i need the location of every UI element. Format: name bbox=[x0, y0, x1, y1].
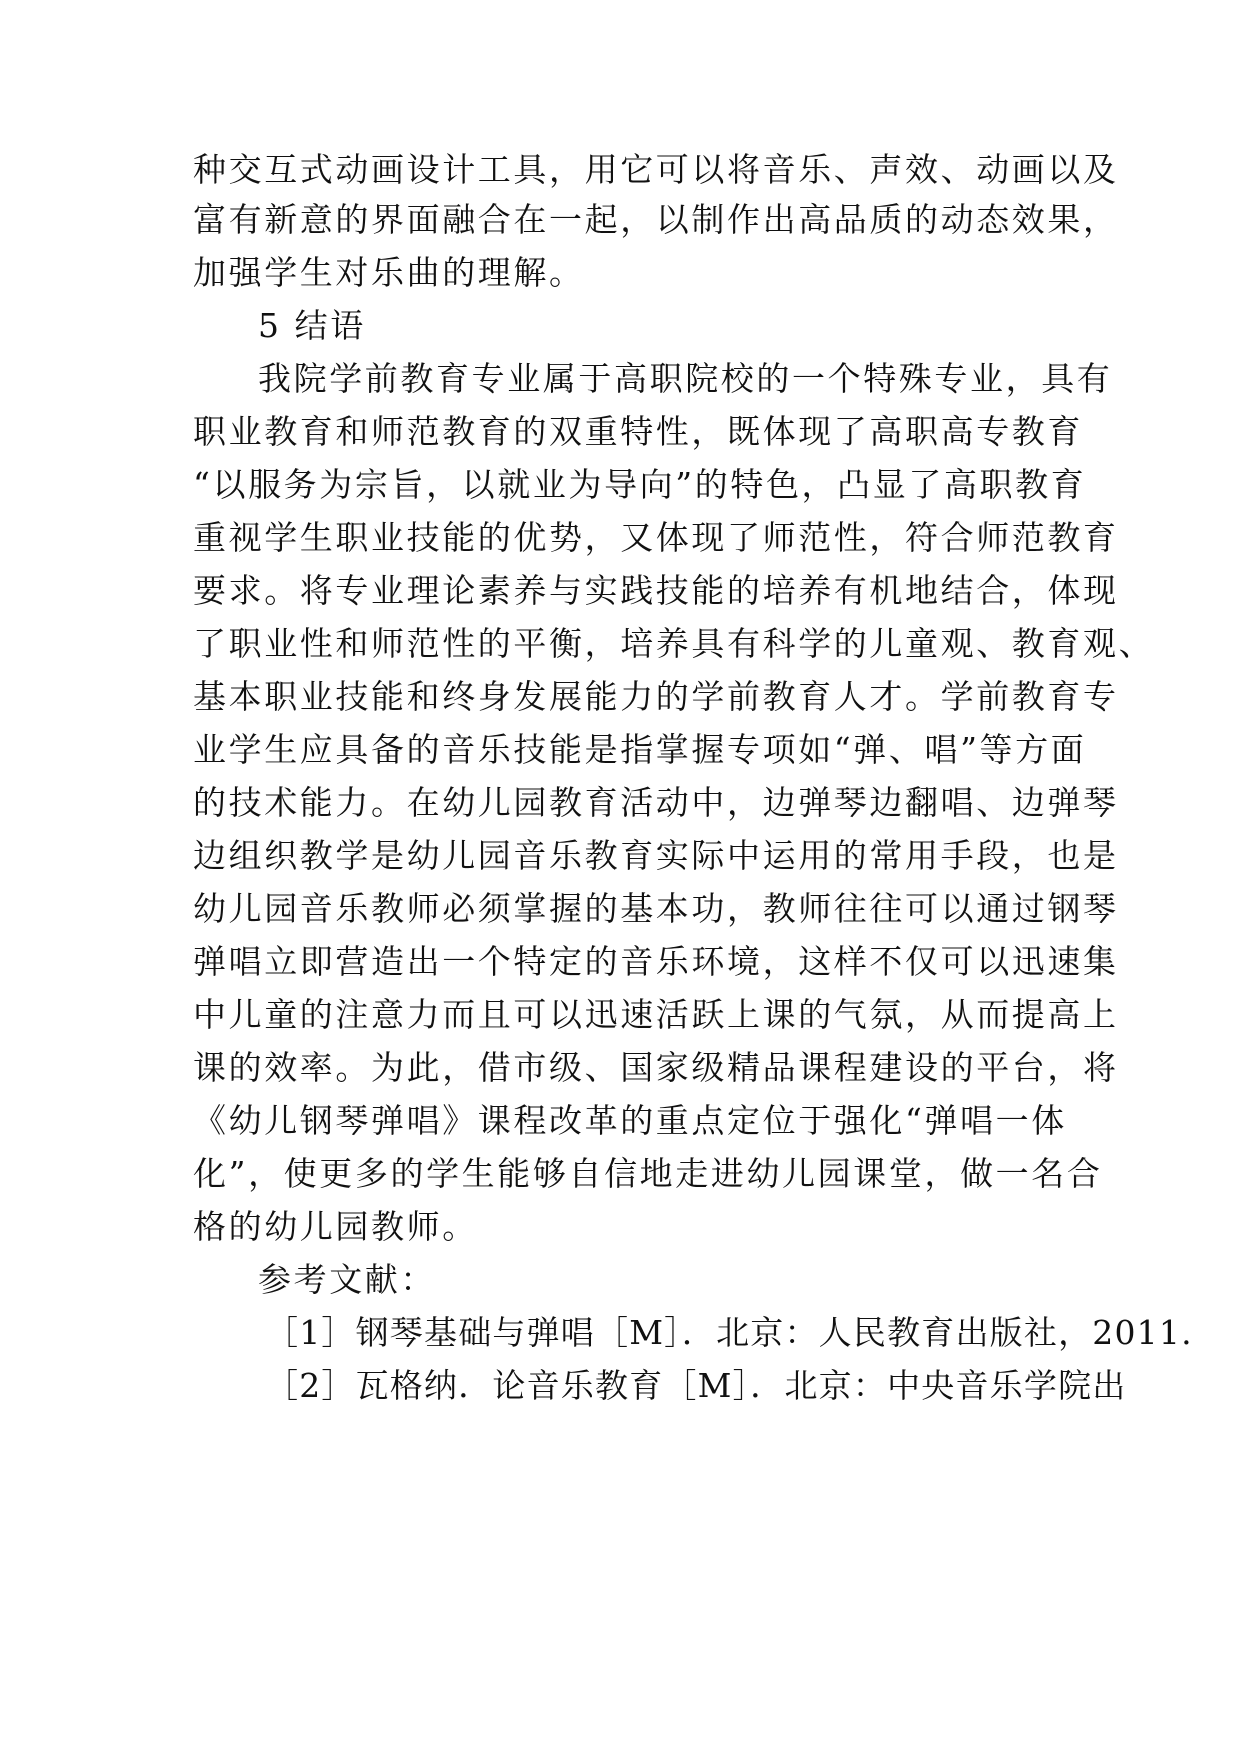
reference-item: ［1］钢琴基础与弹唱［M］．北京：人民教育出版社，2011. bbox=[265, 1313, 1193, 1352]
body-text-line: 中儿童的注意力而且可以迅速活跃上课的气氛，从而提高上 bbox=[193, 995, 1119, 1034]
reference-item: ［2］瓦格纳．论音乐教育［M］．北京：中央音乐学院出 bbox=[265, 1366, 1127, 1405]
body-text-line: 富有新意的界面融合在一起，以制作出高品质的动态效果， bbox=[193, 200, 1119, 239]
body-text-line: 加强学生对乐曲的理解。 bbox=[193, 253, 585, 292]
body-text-line: 种交互式动画设计工具，用它可以将音乐、声效、动画以及 bbox=[193, 150, 1119, 189]
body-text-line: 边组织教学是幼儿园音乐教育实际中运用的常用手段，也是 bbox=[193, 836, 1119, 875]
body-text-line: 要求。将专业理论素养与实践技能的培养有机地结合，体现 bbox=[193, 571, 1119, 610]
body-text-line: 《幼儿钢琴弹唱》课程改革的重点定位于强化“弹唱一体 bbox=[193, 1101, 1067, 1140]
body-text-line: 幼儿园音乐教师必须掌握的基本功，教师往往可以通过钢琴 bbox=[193, 889, 1119, 928]
body-text-line: 课的效率。为此，借市级、国家级精品课程建设的平台，将 bbox=[193, 1048, 1119, 1087]
body-text-line: 职业教育和师范教育的双重特性，既体现了高职高专教育 bbox=[193, 412, 1083, 451]
body-text-line: 我院学前教育专业属于高职院校的一个特殊专业，具有 bbox=[258, 359, 1113, 398]
body-text-line: 了职业性和师范性的平衡，培养具有科学的儿童观、教育观、 bbox=[193, 624, 1155, 663]
body-text-line: 格的幼儿园教师。 bbox=[193, 1207, 478, 1246]
body-text-line: “以服务为宗旨，以就业为导向”的特色，凸显了高职教育 bbox=[193, 465, 1087, 504]
body-text-line: 重视学生职业技能的优势，又体现了师范性，符合师范教育 bbox=[193, 518, 1119, 557]
body-text-line: 的技术能力。在幼儿园教育活动中，边弹琴边翻唱、边弹琴 bbox=[193, 783, 1119, 822]
body-text-line: 弹唱立即营造出一个特定的音乐环境，这样不仅可以迅速集 bbox=[193, 942, 1119, 981]
body-text-line: 化”，使更多的学生能够自信地走进幼儿园课堂，做一名合 bbox=[193, 1154, 1103, 1193]
section-heading: 5 结语 bbox=[258, 306, 366, 345]
references-heading: 参考文献： bbox=[258, 1260, 436, 1299]
body-text-line: 基本职业技能和终身发展能力的学前教育人才。学前教育专 bbox=[193, 677, 1119, 716]
body-text-line: 业学生应具备的音乐技能是指掌握专项如“弹、唱”等方面 bbox=[193, 730, 1087, 769]
